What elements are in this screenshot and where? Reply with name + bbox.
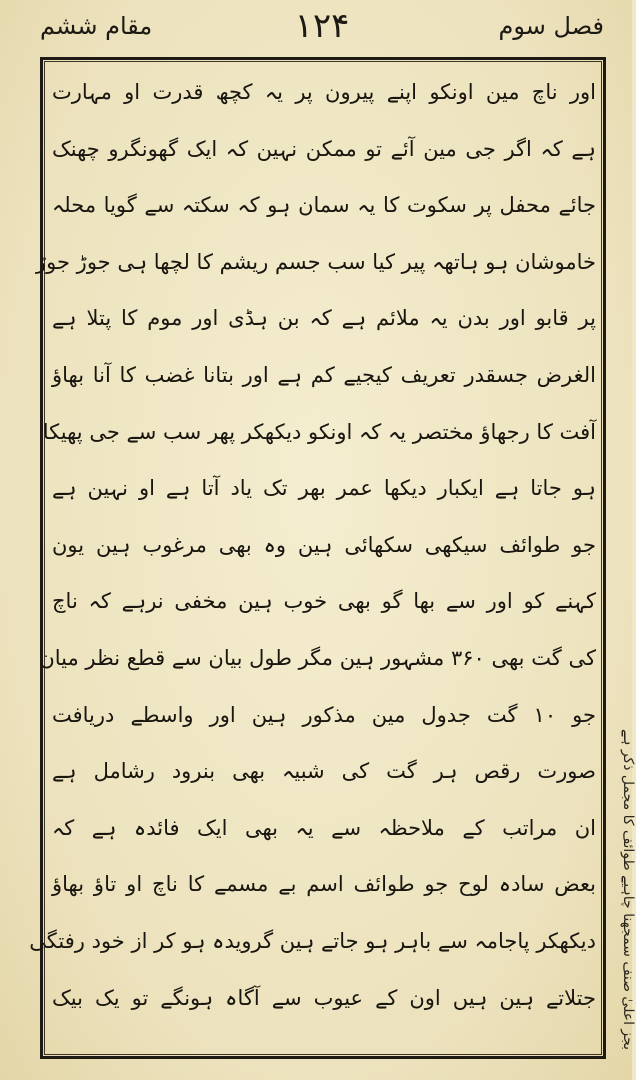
section-title-left: مقام ششم: [40, 12, 153, 40]
page-number: ۱۲۴: [294, 6, 350, 46]
text-line: خاموشان ہو ہاتھہ پیر کیا سب جسم ریشم کا لچھا ہی جوڑ جوڑ: [36, 249, 596, 274]
text-line: ان مراتب کے ملاحظہ سے یہ بھی ایک فائدہ ہے کہ: [52, 815, 596, 840]
text-line: جائے محفل پر سکوت کا یہ سمان ہو کہ سکتہ سے گویا محلہ: [52, 193, 596, 218]
text-line: بعض سادہ لوح جو طوائف اسم بے مسمے کا ناچ او تاؤ بھاؤ: [52, 872, 596, 897]
text-line: الغرض جسقدر تعریف کیجیے کم ہے اور بتانا غضب کا آنا بھاؤ: [52, 362, 596, 387]
text-line: دیکھکر پاجامہ سے باہر ہو جاتے ہین گرویدہ ہو کر از خود رفتگی: [29, 928, 596, 953]
text-line: صورت رقص ہر گت کی شبیہ بھی بنرود رشامل ہے: [52, 759, 596, 784]
body-text: [29, 64, 596, 1026]
text-line: ہے کہ اگر جی مین آئے تو ممکن نہین کہ ایک گھونگرو چھنک: [52, 136, 596, 161]
text-line: جتلاتے ہین ہیں اون کے عیوب سے آگاہ ہونگے تو یک بیک: [52, 985, 596, 1010]
text-line: پر قابو اور بدن یہ ملائم ہے کہ بن ہڈی اور موم کا پتلا ہے: [52, 306, 596, 331]
text-line: ہو جاتا ہے ایکبار دیکھا عمر بھر تک یاد آتا ہے او نہین ہے: [52, 476, 596, 501]
margin-note: بجز اعلیٰ صنف سمجھنا چاہیے طوائف کا مجمل ذکر ہے: [620, 728, 636, 1050]
text-line: آفت کا رجھاؤ مختصر یہ کہ اونکو دیکھکر پھر سب سے جی پھیکا: [42, 419, 596, 444]
text-line: اور ناچ مین اونکو اپنے پیرون پر یہ کچھ قدرت او مہارت: [52, 80, 596, 104]
text-line: جو ۱۰ گت جدول مین مذکور ہین اور واسطے دریافت: [52, 702, 596, 727]
text-line: کہنے کو اور سے بھا گو بھی خوب ہین مخفی نرہے کہ ناچ: [52, 589, 596, 614]
text-line: جو طوائف سیکھی سکھائی ہین وہ بھی مرغوب ہین یون: [52, 532, 596, 557]
text-line: کی گت بھی ۳۶۰ مشہور ہین مگر طول بیان سے قطع نظر میان: [39, 645, 596, 670]
page-header: [40, 6, 604, 56]
chapter-title-right: فصل سوم: [498, 12, 604, 40]
